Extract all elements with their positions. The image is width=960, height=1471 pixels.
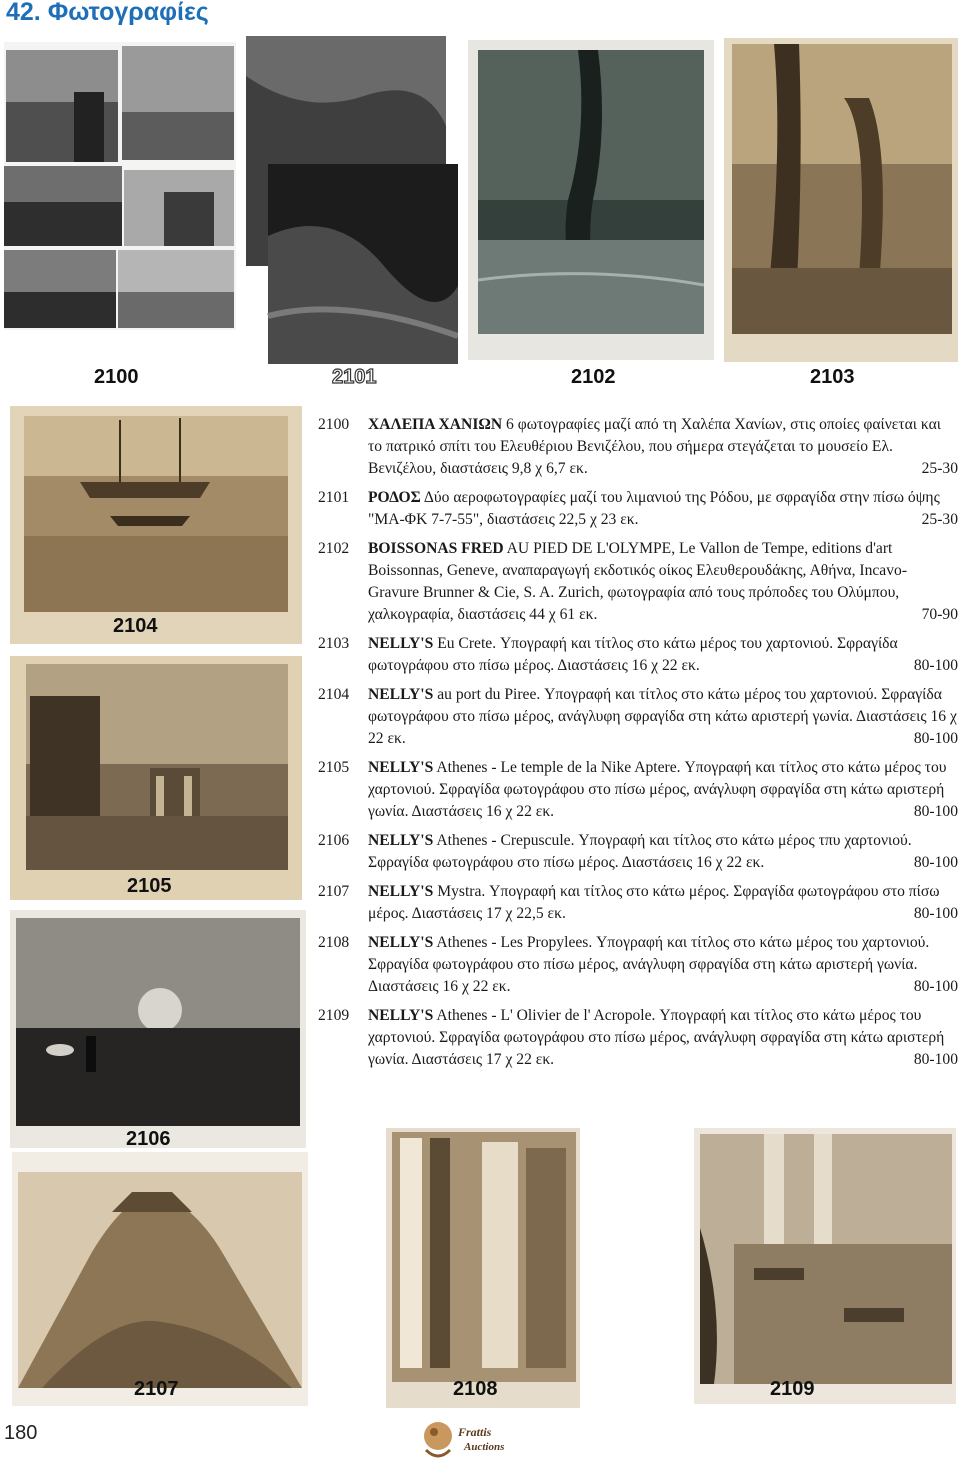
lot-label-2105: 2105 xyxy=(127,875,172,897)
lot-entry xyxy=(318,414,960,480)
lot-description xyxy=(368,881,960,925)
page-number: 180 xyxy=(4,1422,38,1444)
lot-title: NELLY'S xyxy=(368,832,434,849)
lot-title: NELLY'S xyxy=(368,635,434,652)
lot-number: 2101 xyxy=(318,489,350,506)
lot-description xyxy=(368,830,960,874)
photo-2109-olivier-acropole xyxy=(694,1128,956,1404)
lot-price: 25-30 xyxy=(921,460,958,477)
lot-number: 2106 xyxy=(318,832,350,849)
lot-title: NELLY'S xyxy=(368,934,434,951)
logo-text-frattis: Frattis xyxy=(458,1425,492,1439)
photo-2108-propylees xyxy=(386,1128,580,1408)
lot-price: 80-100 xyxy=(913,854,958,871)
lot-price: 80-100 xyxy=(913,905,958,922)
photo-2104-port-du-piree xyxy=(10,406,302,644)
lot-text: Eu Crete. Υπογραφή και τίτλος στο κάτω μέρος του χαρτονιού. Σφραγίδα φωτογράφου στο πίσω μέρος. Διαστάσεις 16 χ 22 εκ. xyxy=(368,635,898,674)
lot-text: Athenes - L' Olivier de l' Acropole. Υπογραφή και τίτλος στο κάτω μέρος του χαρτονιού. Σφραγίδα φωτογράφου στο πίσω μέρος, ανάγλυφη σφραγίδα στη κάτω αριστερή γωνία. Διαστάσεις 17 χ 22 εκ. xyxy=(368,1007,945,1068)
photo-2101-aerial xyxy=(244,36,458,364)
photo-2102-vallon-de-tempe xyxy=(468,40,714,360)
lot-text: Athenes - Crepuscule. Υπογραφή και τίτλος στο κάτω μέρος τπυ χαρτονιού. Σφραγίδα φωτογράφου στο πίσω μέρος. Διαστάσεις 16 χ 22 εκ. xyxy=(368,832,912,871)
lot-price: 80-100 xyxy=(913,803,958,820)
lot-text: 6 φωτογραφίες μαζί από τη Χαλέπα Χανίων, στις οποίες φαίνεται και το πατρικό σπίτι του Ελευθέριου Βενιζέλου, που σήμερα στεγάζεται το μουσείο Ελ. Βενιζέλου, διαστάσεις 9,8 χ 6,7 εκ. xyxy=(368,416,941,477)
lot-number: 2108 xyxy=(318,934,350,951)
lot-label-2106: 2106 xyxy=(126,1128,171,1150)
lot-title: NELLY'S xyxy=(368,759,434,776)
lot-title: ΡΟΔΟΣ xyxy=(368,489,421,506)
lot-entry xyxy=(318,684,960,750)
lot-label-2102: 2102 xyxy=(571,366,616,388)
lot-text: Athenes - Les Propylees. Υπογραφή και τίτλος στο κάτω μέρος του χαρτονιού. Σφραγίδα φωτογράφου στο πίσω μέρος, ανάγλυφη σφραγίδα στη κάτω αριστερή γωνία. Διαστάσεις 16 χ 22 εκ. xyxy=(368,934,930,995)
lot-price: 25-30 xyxy=(921,511,958,528)
lot-title: ΧΑΛΕΠΑ ΧΑΝΙΩΝ xyxy=(368,416,503,433)
logo-text-auctions: Auctions xyxy=(464,1441,505,1453)
lot-description xyxy=(368,538,960,626)
lot-entry xyxy=(318,830,960,874)
lot-title: NELLY'S xyxy=(368,1007,434,1024)
lot-entry xyxy=(318,1005,960,1071)
lot-price: 80-100 xyxy=(913,730,958,747)
lot-text: Mystra. Υπογραφή και τίτλος στο κάτω μέρος. Σφραγίδα φωτογράφου στο πίσω μέρος. Διαστάσεις 17 χ 22,5 εκ. xyxy=(368,883,940,922)
page-title: 42. Φωτογραφίες xyxy=(6,0,209,26)
lot-entry xyxy=(318,881,960,925)
lot-label-2101: 2101 xyxy=(332,366,377,388)
lot-description xyxy=(368,1005,960,1071)
lot-number: 2103 xyxy=(318,635,350,652)
lot-price: 80-100 xyxy=(913,1051,958,1068)
lot-entry xyxy=(318,538,960,626)
photo-2105-nike-aptere xyxy=(10,656,302,900)
lot-number: 2100 xyxy=(318,416,350,433)
lot-description xyxy=(368,757,960,823)
photo-2100-collage xyxy=(4,42,236,330)
lot-description xyxy=(368,684,960,750)
lot-label-2104: 2104 xyxy=(113,615,158,637)
lot-title: NELLY'S xyxy=(368,686,434,703)
frattis-auctions-logo xyxy=(418,1414,528,1464)
lot-number: 2107 xyxy=(318,883,350,900)
lot-title: NELLY'S xyxy=(368,883,434,900)
lot-description xyxy=(368,414,960,480)
photo-2103-eu-crete xyxy=(724,38,958,362)
lot-description xyxy=(368,633,960,677)
photo-2107-mystra xyxy=(12,1152,308,1406)
lot-text: Δύο αεροφωτογραφίες μαζί του λιμανιού της Ρόδου, με σφραγίδα στην πίσω όψης "ΜΑ-ΦΚ 7-7-55", διαστάσεις 22,5 χ 23 εκ. xyxy=(368,489,940,528)
lot-price: 80-100 xyxy=(913,657,958,674)
lot-entry xyxy=(318,633,960,677)
lot-label-2109: 2109 xyxy=(770,1378,815,1400)
lot-title: BOISSONAS FRED xyxy=(368,540,504,557)
lot-label-2107: 2107 xyxy=(134,1378,179,1400)
lot-number: 2109 xyxy=(318,1007,350,1024)
lot-number: 2104 xyxy=(318,686,350,703)
lot-number: 2105 xyxy=(318,759,350,776)
lot-label-2103: 2103 xyxy=(810,366,855,388)
lot-label-2100: 2100 xyxy=(94,366,139,388)
photo-2106-crepuscule xyxy=(10,910,306,1148)
lot-price: 70-90 xyxy=(921,606,958,623)
lot-entry xyxy=(318,932,960,998)
lot-number: 2102 xyxy=(318,540,350,557)
lot-descriptions xyxy=(318,414,960,1078)
lot-entry xyxy=(318,487,960,531)
lot-description xyxy=(368,932,960,998)
lot-text: au port du Piree. Υπογραφή και τίτλος στο κάτω μέρος του χαρτονιού. Σφραγίδα φωτογράφου στο πίσω μέρος, ανάγλυφη σφραγίδα στη κάτω αριστερή γωνία. Διαστάσεις 16 χ 22 εκ. xyxy=(368,686,957,747)
lot-price: 80-100 xyxy=(913,978,958,995)
lot-label-2108: 2108 xyxy=(453,1378,498,1400)
lot-entry xyxy=(318,757,960,823)
lot-description xyxy=(368,487,960,531)
lot-text: AU PIED DE L'OLYMPE, Le Vallon de Tempe, editions d'art Boissonnas, Geneve, αναπαραγωγή εκδοτικός οίκος Ελευθερουδάκης, Αθήνα, Incavo-Gravure Brunner & Cie, S. A. Zurich, φωτογραφία από τους πρόποδες του Ολύμπου, χαλκογραφία, διαστάσεις 44 χ 61 εκ. xyxy=(368,540,908,623)
lot-text: Athenes - Le temple de la Nike Aptere. Υπογραφή και τίτλος στο κάτω μέρος του χαρτονιού. Σφραγίδα φωτογράφου στο πίσω μέρος, ανάγλυφη σφραγίδα στη κάτω αριστερή γωνία. Διαστάσεις 16 χ 22 εκ. xyxy=(368,759,947,820)
